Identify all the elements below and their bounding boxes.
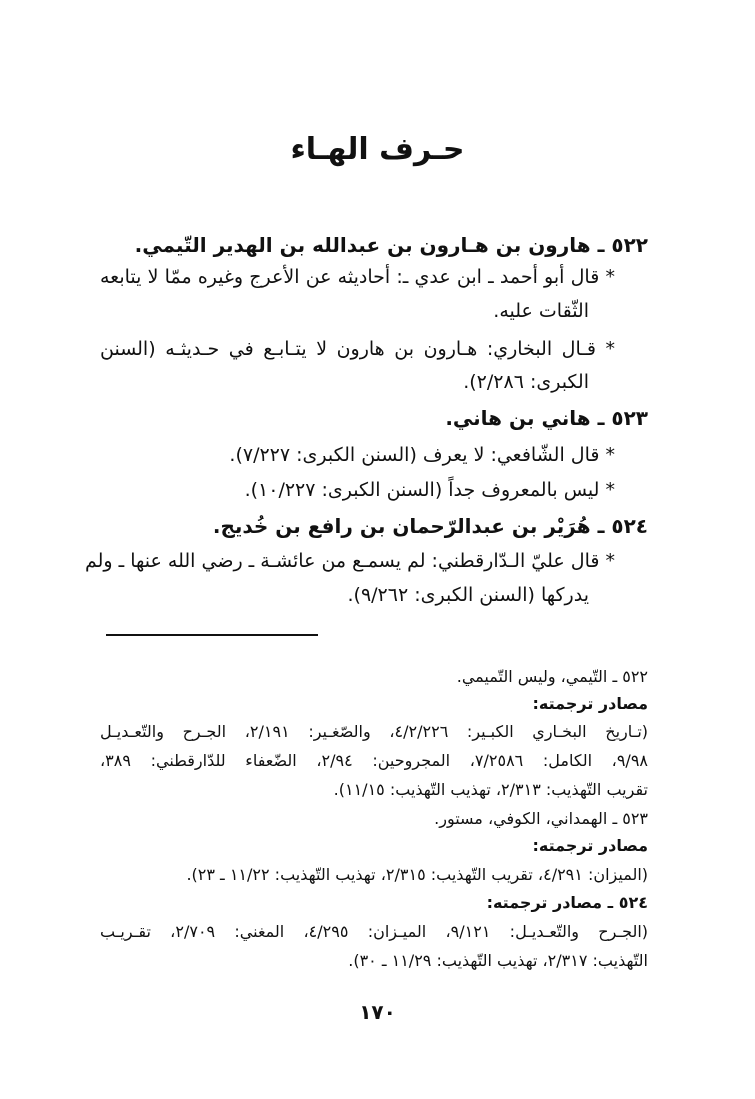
footnote-523-sources-label: مصادر ترجمته: xyxy=(532,836,648,855)
footnote-522-note: ٥٢٢ ـ التّيمي، وليس التّميمي. xyxy=(456,667,648,686)
entry-524-line-2: يدركها (السنن الكبرى: ٩/٢٦٢). xyxy=(347,584,589,606)
entry-522-line-3: * قـال البخاري: هـارون بن هارون لا يتـابـع في حـديثـه (السنن xyxy=(100,338,615,360)
entry-524-line-1: * قال عليّ الـدّارقطني: لم يسمـع من عائشـة ـ رضي الله عنها ـ ولم xyxy=(85,550,615,572)
footnote-522-sources-line-3: تقريب التّهذيب: ٢/٣١٣، تهذيب التّهذيب: ١١/١٥). xyxy=(333,780,648,799)
footnote-522-sources-label: مصادر ترجمته: xyxy=(532,694,648,713)
entry-523-heading: ٥٢٣ ـ هاني بن هاني. xyxy=(445,406,648,430)
footnote-522-sources-line-2: ٩/٩٨، الكامل: ٧/٢٥٨٦، المجروحين: ٢/٩٤، الضّعفاء للدّارقطني: ٣٨٩، xyxy=(100,751,648,770)
entry-523-line-2: * ليس بالمعروف جداً (السنن الكبرى: ١٠/٢٢٧). xyxy=(244,479,615,501)
entry-522-heading: ٥٢٢ ـ هارون بن هـارون بن عبدالله بن الهدير التّيمي. xyxy=(134,233,648,257)
footnote-524-sources-line-2: التّهذيب: ٢/٣١٧، تهذيب التّهذيب: ١١/٢٩ ـ ٣٠). xyxy=(348,951,648,970)
footnote-524-sources-line-1: (الجـرح والتّعـديـل: ٩/١٢١، الميـزان: ٤/٢٩٥، المغني: ٢/٧٠٩، تقـريـب xyxy=(100,922,649,941)
footnote-divider xyxy=(106,634,318,636)
footnote-523-sources-line-1: (الميزان: ٤/٢٩١، تقريب التّهذيب: ٢/٣١٥، تهذيب التّهذيب: ١١/٢٢ ـ ٢٣). xyxy=(186,865,648,884)
footnote-522-sources-line-1: (تـاريخ البخـاري الكبـير: ٤/٢/٢٢٦، والصّغـير: ٢/١٩١، الجـرح والتّعـديـل xyxy=(100,722,649,741)
entry-524-heading: ٥٢٤ ـ هُرَيْر بن عبدالرّحمان بن رافع بن خُديج. xyxy=(212,514,648,538)
entry-522-line-4: الكبرى: ٢/٢٨٦). xyxy=(463,371,589,393)
entry-522-line-2: الثّقات عليه. xyxy=(493,300,589,322)
entry-522-line-1: * قال أبو أحمد ـ ابن عدي ـ: أحاديثه عن الأعرج وغيره ممّا لا يتابعه xyxy=(100,266,615,288)
entry-523-line-1: * قال الشّافعي: لا يعرف (السنن الكبرى: ٧/٢٢٧). xyxy=(229,444,615,466)
footnote-524-sources-label: ٥٢٤ ـ مصادر ترجمته: xyxy=(486,893,648,912)
page-number: ١٧٠ xyxy=(359,1000,396,1024)
chapter-title: حـرف الهـاء xyxy=(290,132,465,167)
footnote-523-note: ٥٢٣ ـ الهمداني، الكوفي، مستور. xyxy=(434,809,648,828)
